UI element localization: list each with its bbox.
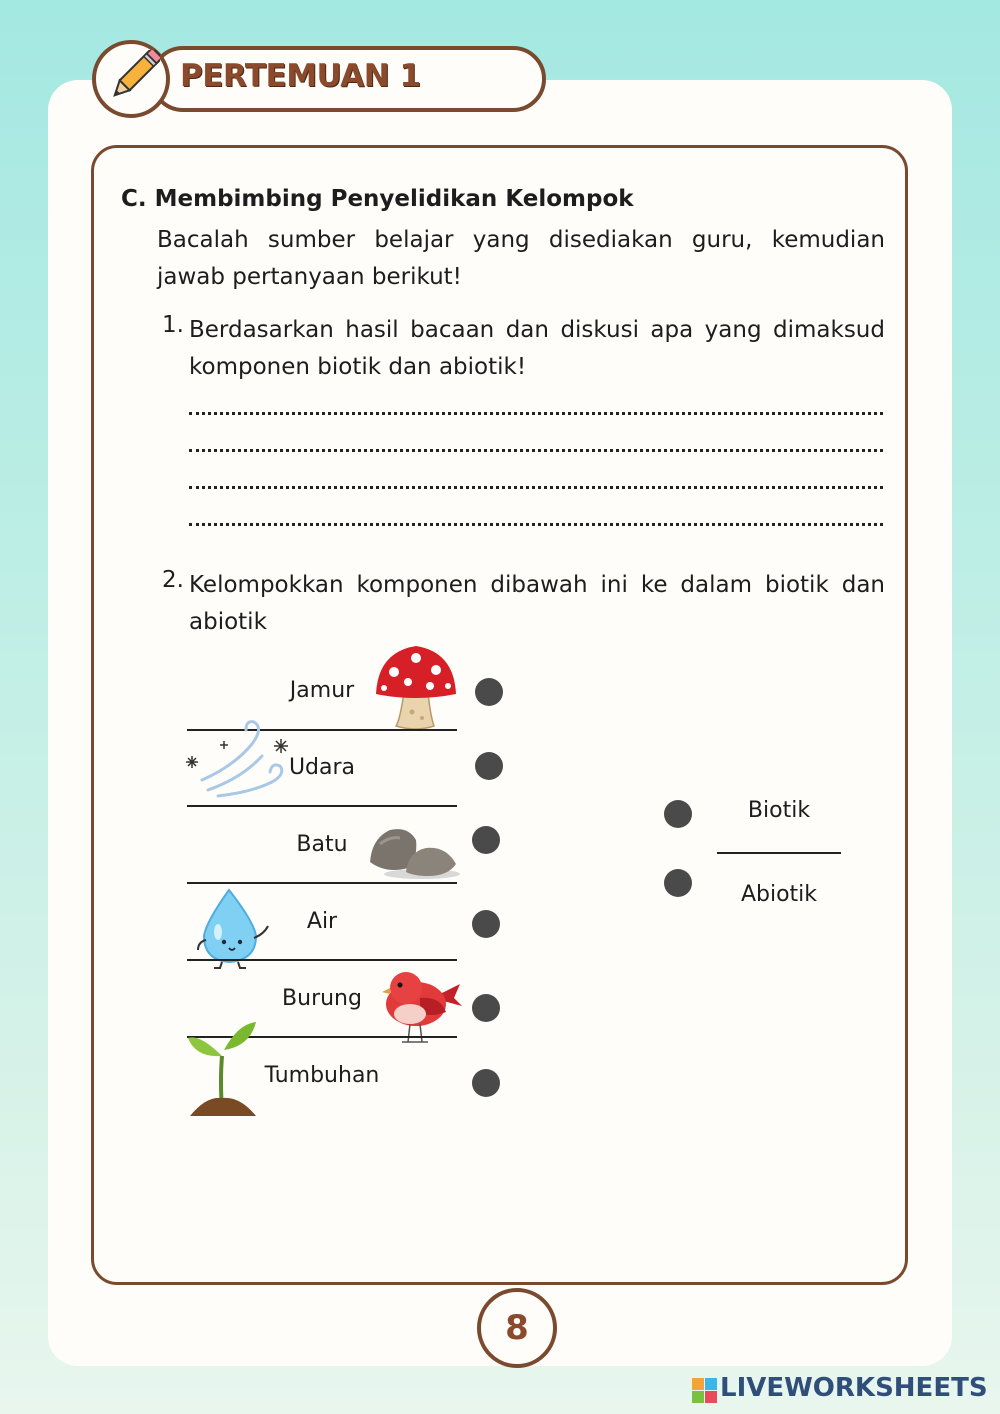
- item-divider: [187, 805, 457, 807]
- instruction-text: Bacalah sumber belajar yang disediakan guru, kemudian jawab pertanyaan berikut!: [157, 227, 885, 290]
- match-dot-udara[interactable]: [475, 752, 503, 780]
- water-drop-icon: [196, 886, 274, 970]
- liveworksheets-logo-icon: [692, 1378, 718, 1404]
- match-dot-batu[interactable]: [472, 826, 500, 854]
- wind-icon: [182, 716, 294, 802]
- match-dot-abiotik[interactable]: [664, 869, 692, 897]
- category-divider: [717, 852, 841, 854]
- match-dot-burung[interactable]: [472, 994, 500, 1022]
- mushroom-icon: [372, 642, 460, 732]
- item-label-air: Air: [306, 909, 338, 934]
- match-dot-jamur[interactable]: [475, 678, 503, 706]
- answer-line-4[interactable]: [189, 523, 883, 526]
- pencil-icon: [102, 50, 160, 108]
- answer-line-3[interactable]: [189, 486, 883, 489]
- item-label-jamur: Jamur: [289, 678, 355, 703]
- item-label-batu: Batu: [296, 832, 348, 857]
- item-label-udara: Udara: [288, 755, 356, 780]
- section-heading: C. Membimbing Penyelidikan Kelompok: [121, 186, 634, 212]
- match-dot-tumbuhan[interactable]: [472, 1069, 500, 1097]
- page-number: 8: [477, 1288, 557, 1368]
- match-dot-air[interactable]: [472, 910, 500, 938]
- bird-icon: [380, 962, 464, 1046]
- plant-sprout-icon: [186, 1020, 258, 1120]
- question-2-text: Kelompokkan komponen dibawah ini ke dalam biotik dan abiotik: [189, 572, 885, 635]
- category-label-abiotik: Abiotik: [740, 882, 818, 907]
- pencil-badge: [92, 40, 170, 118]
- category-label-biotik: Biotik: [747, 798, 811, 823]
- question-2-number: 2.: [162, 567, 184, 593]
- item-label-tumbuhan: Tumbuhan: [264, 1063, 380, 1088]
- page-title: PERTEMUAN 1: [180, 58, 421, 94]
- answer-line-1[interactable]: [189, 412, 883, 415]
- item-divider: [187, 882, 457, 884]
- rock-icon: [368, 824, 462, 880]
- answer-line-2[interactable]: [189, 449, 883, 452]
- brand-name[interactable]: LIVEWORKSHEETS: [720, 1373, 988, 1403]
- match-dot-biotik[interactable]: [664, 800, 692, 828]
- item-divider: [187, 959, 457, 961]
- item-label-burung: Burung: [282, 986, 362, 1011]
- question-1-number: 1.: [162, 312, 184, 338]
- question-1-text: Berdasarkan hasil bacaan dan diskusi apa yang dimaksud komponen biotik dan abiotik!: [189, 317, 885, 380]
